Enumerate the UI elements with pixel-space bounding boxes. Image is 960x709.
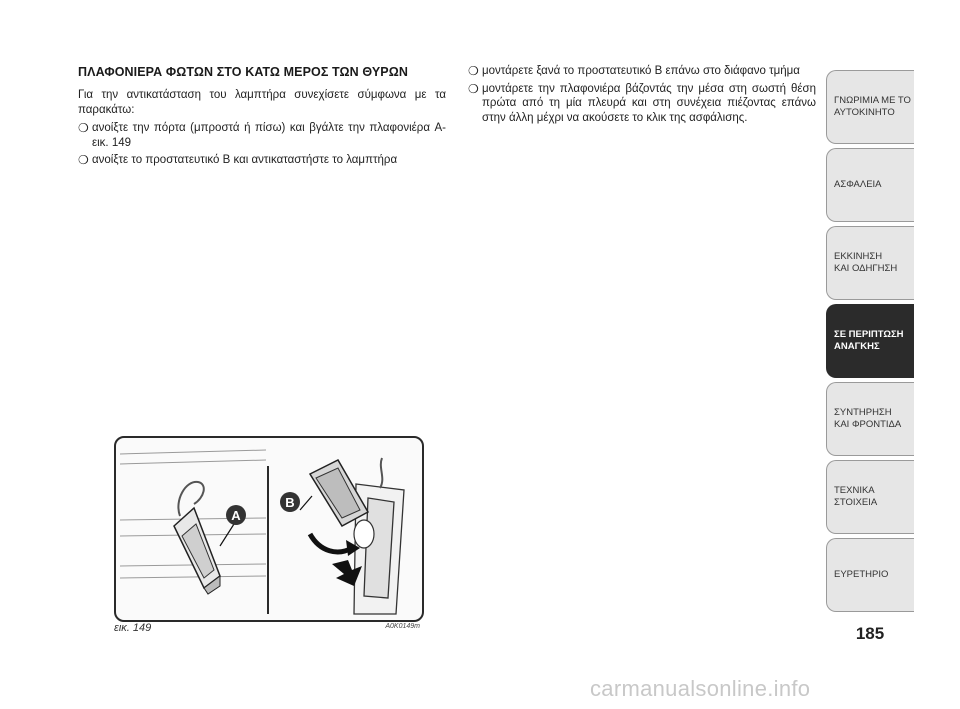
list-item-text: ανοίξτε το προστατευτικό B και αντικαταστήστε το λαμπτήρα bbox=[92, 154, 398, 166]
cable-wire-right bbox=[380, 458, 382, 488]
bullet-circle-icon: ❍ bbox=[78, 153, 89, 167]
list-item-text: ανοίξτε την πόρτα (μπροστά ή πίσω) και βγάλτε την πλαφονιέρα A-εικ. 149 bbox=[92, 122, 446, 149]
list-item bbox=[78, 121, 446, 150]
tab-technical-data[interactable]: ΤΕΧΝΙΚΑ ΣΤΟΙΧΕΙΑ bbox=[826, 460, 914, 534]
intro-paragraph: Για την αντικατάσταση του λαμπτήρα συνεχίσετε σύμφωνα με τα παρακάτω: bbox=[78, 89, 446, 116]
tab-starting-driving[interactable]: ΕΚΚΙΝΗΣΗ ΚΑΙ ΟΔΗΓΗΣΗ bbox=[826, 226, 914, 300]
figure-number: εικ. 149 bbox=[114, 622, 152, 634]
bullet-circle-icon: ❍ bbox=[468, 81, 479, 96]
leader-line-b bbox=[300, 496, 312, 510]
tab-safety[interactable]: ΑΣΦΑΛΕΙΑ bbox=[826, 148, 914, 222]
curved-arrow-icon bbox=[310, 534, 352, 552]
watermark: carmanualsonline.info bbox=[590, 676, 811, 701]
figure-code: A0K0149m bbox=[385, 623, 420, 630]
tab-getting-to-know[interactable]: ΓΝΩΡΙΜΙΑ ΜΕ ΤΟ ΑΥΤΟΚΙΝΗΤΟ bbox=[826, 70, 914, 144]
list-item bbox=[468, 64, 816, 79]
list-item bbox=[468, 82, 816, 126]
right-column bbox=[468, 64, 816, 128]
callout-b-label: B bbox=[285, 495, 295, 510]
section-title: ΠΛΑΦΟΝΙΕΡΑ ΦΩΤΩΝ ΣΤΟ ΚΑΤΩ ΜΕΡΟΣ ΤΩΝ ΘΥΡΩΝ bbox=[78, 65, 408, 79]
callout-a-label: A bbox=[231, 508, 241, 523]
lamp-housing-a bbox=[174, 508, 220, 594]
left-column bbox=[78, 64, 446, 171]
tab-maintenance[interactable]: ΣΥΝΤΗΡΗΣΗ ΚΑΙ ΦΡΟΝΤΙΔΑ bbox=[826, 382, 914, 456]
bullet-circle-icon: ❍ bbox=[78, 121, 89, 135]
tab-index[interactable]: ΕΥΡΕΤΗΡΙΟ bbox=[826, 538, 914, 612]
tab-emergency[interactable]: ΣΕ ΠΕΡΙΠΤΩΣΗ ΑΝΑΓΚΗΣ bbox=[826, 304, 914, 378]
figure-149-illustration bbox=[114, 436, 424, 622]
list-item-text: μοντάρετε την πλαφονιέρα βάζοντάς την μέσα στη σωστή θέση πρώτα από τη μία πλευρά και στη συνέχεια πιέζοντας επάνω στην άλλη μέχρι να ακούσετε το κλικ της ασφάλισης. bbox=[482, 82, 816, 124]
bullet-circle-icon: ❍ bbox=[468, 64, 479, 78]
bulb-shape bbox=[354, 520, 374, 548]
list-item-text: μοντάρετε ξανά το προστατευτικό B επάνω στο διάφανο τμήμα bbox=[482, 65, 800, 77]
figure-caption bbox=[114, 622, 420, 636]
list-item bbox=[78, 153, 446, 168]
page-number: 185 bbox=[855, 624, 885, 643]
